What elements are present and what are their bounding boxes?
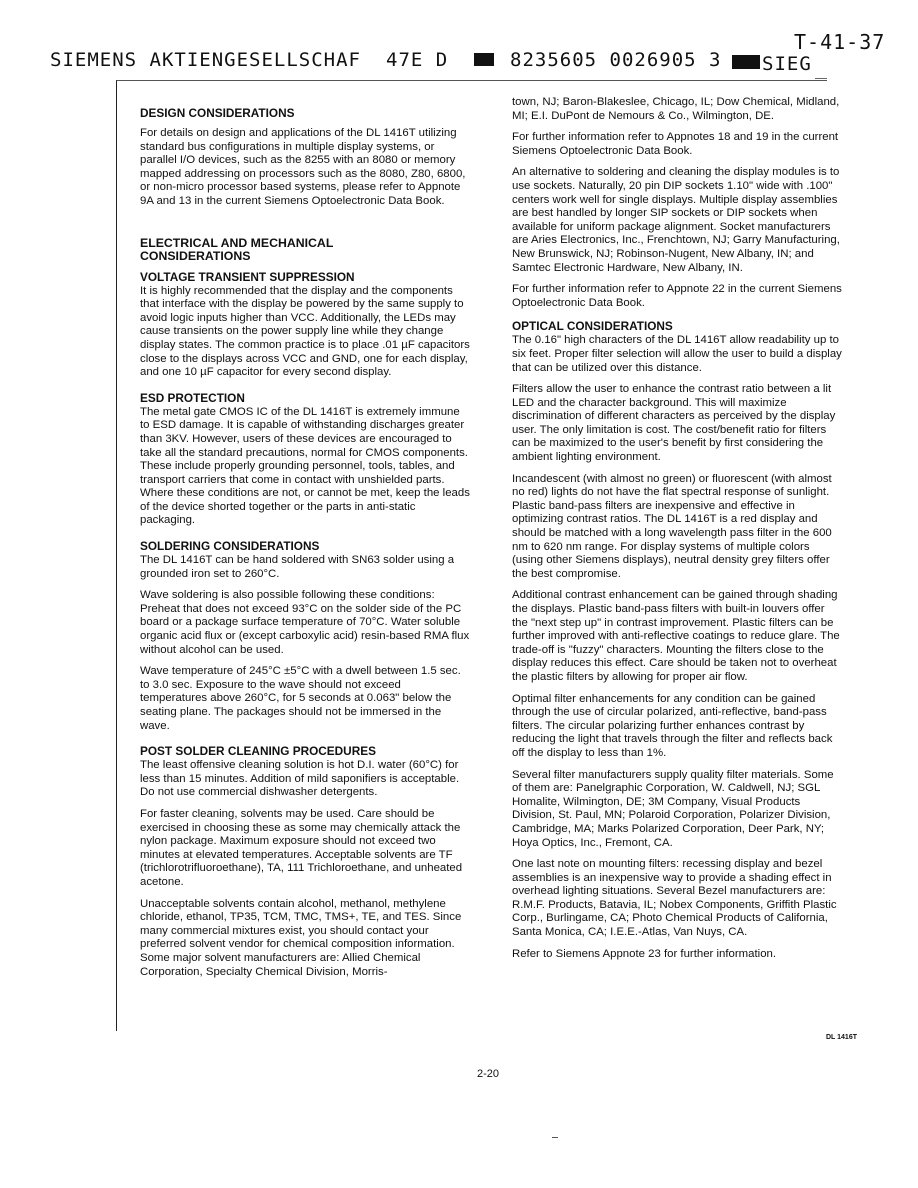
paragraph: Unacceptable solvents contain alcohol, methanol, methylene chloride, ethanol, TP35, TCM, TMC, TMS+, TE, and TES. Since many commercial mixtures exist, you should contact your preferred solvent vendor for chemical composition information. Some major solvent manufacturers are: Allied Chemical Corporation, Specialty Chemical Division, Morris- — [140, 897, 462, 978]
section-title: DESIGN CONSIDERATIONS — [140, 106, 295, 120]
header-right: SIEG — [762, 53, 812, 75]
paragraph: For details on design and applications of the DL 1416T utilizing standard bus configurations in multiple display systems, or parallel I/O devices, such as the 8255 with an 8080 or memory mapped addressing on processors such as the 8080, Z80, 6800, or non-micro processor based systems, please refer to Appnote 9A and 13 in the current Siemens Optoelectronic Data Book. — [140, 127, 466, 207]
paragraph: Incandescent (with almost no green) or fluorescent (with almost no red) lights do not have the flat spectral response of sunlight. Plastic band-pass filters are inexpensive and effective in optimizing contrast ratios. The DL 1416T is a red display and should be matched with a long wavelength pass filter in the 600 nm to 620 nm range. For display systems of multiple colors (using other Siemens displays), neutral density grey filters offer the best compromise. — [512, 472, 832, 580]
subsection-title: VOLTAGE TRANSIENT SUPPRESSION — [140, 269, 355, 284]
subsection-title: POST SOLDER CLEANING PROCEDURES — [140, 744, 376, 759]
paragraph: Wave soldering is also possible following these conditions: Preheat that does not exceed 93°C on the solder side of the PC board or a package surface temperature of 70°C. Water soluble organic acid flux or (except carboxylic acid) resin-based RMA flux without alcohol can be used. — [140, 589, 470, 656]
paragraph: For further information refer to Appnotes 18 and 19 in the current Siemens Optoelectronic Data Book. — [512, 131, 839, 157]
section-title-line: ELECTRICAL AND MECHANICAL — [140, 235, 334, 250]
header-company: SIEMENS AKTIENGESELLSCHAF — [50, 49, 361, 71]
doc-code-top-right: T-41-37 — [794, 30, 886, 54]
paragraph: One last note on mounting filters: recessing display and bezel assemblies is an inexpensive way to provide a shading effect in overhead lighting situations. Several Bezel manufacturers are: R.M.F. Products, Batavia, IL; Nobex Components, Griffith Plastic Corp., Burlingame, CA; Photo Chemical Products of California, Santa Monica, CA; I.E.E.-Atlas, Van Nuys, CA. — [512, 858, 837, 939]
paragraph: Additional contrast enhancement can be gained through shading the displays. Plastic band-pass filters with built-in louvers offer the "next step up" in contrast improvement. Plastic filters can be further improved with anti-reflective coatings to reduce glare. The trade-off is "fuzzy" characters. Mounting the filters close to the display reduces this effect. Care should be taken not to overheat the plastic filters by allowing for proper air flow. — [512, 589, 840, 683]
paragraph: Filters allow the user to enhance the contrast ratio between a lit LED and the character background. This will maximize discrimination of different characters as perceived by the display user. The only limitation is cost. The cost/benefit ratio for filters can be maximized to the user's benefit by first considering the ambient lighting environment. — [512, 383, 836, 464]
right-column — [512, 96, 842, 969]
header-code: 47E D — [386, 49, 449, 71]
paragraph: The DL 1416T can be hand soldered with SN63 solder using a grounded iron set to 260°C. — [140, 554, 455, 580]
subsection-title: ESD PROTECTION — [140, 390, 245, 405]
paragraph: Several filter manufacturers supply quality filter materials. Some of them are: Panelgraphic Corporation, W. Caldwell, NJ; SGL Homalite, Wilmington, DE; 3M Company, Visual Products Division, St. Paul, MN; Polaroid Corporation, Polarizer Division, Cambridge, MA; Marks Polarized Corporation, Deer Park, NY; Hoya Optics, Inc., Fremont, CA. — [512, 768, 834, 849]
paragraph: Refer to Siemens Appnote 23 for further information. — [512, 947, 777, 960]
paragraph: For further information refer to Appnote 22 in the current Siemens Optoelectronic Data Book. — [512, 283, 842, 309]
paragraph: It is highly recommended that the display and the components that interface with the display be powered by the same supply to avoid logic inputs higher than VCC. Additionally, the LEDs may cause transients on the power supply line while they change display states. The common practice is to place .01 µF capacitors close to the displays across VCC and GND, one for each display, and one 10 µF capacitor for every second display. — [140, 284, 470, 379]
header-numbers: 8235605 0026905 3 — [510, 49, 722, 71]
page-number: 2-20 — [477, 1068, 500, 1080]
paragraph: town, NJ; Baron-Blakeslee, Chicago, IL; Dow Chemical, Midland, MI; E.I. DuPont de Nemours & Co., Wilmington, DE. — [512, 96, 840, 122]
paragraph: For faster cleaning, solvents may be used. Care should be exercised in choosing these as some may chemically attack the nylon package. Maximum exposure should not exceed two minutes at elevated temperatures. Acceptable solvents are TF (trichlorotrifluoroethane), TA, 111 Trichloroethane, and unheated acetone. — [140, 807, 463, 888]
footer-dash — [552, 1137, 558, 1138]
footer-part-number: DL 1416T — [826, 1034, 857, 1041]
paragraph: Optimal filter enhancements for any condition can be gained through the use of circular polarized, anti-reflective, band-pass filters. The circular polarizing further enhances contrast by reducing the light that travels through the filter and reflects back off the display to less than 1%. — [512, 692, 833, 759]
header-block-mark-2 — [732, 55, 760, 69]
section-title-line: CONSIDERATIONS — [140, 249, 251, 264]
subsection-title: SOLDERING CONSIDERATIONS — [140, 539, 320, 554]
header-block-mark — [474, 53, 494, 66]
paragraph: Wave temperature of 245°C ±5°C with a dwell between 1.5 sec. to 3.0 sec. Exposure to the wave should not exceed temperatures above 260°C, for 5 seconds at 0.063" below the seating plane. The packages should not be immersed in the wave. — [140, 665, 461, 732]
header-dash — [815, 78, 827, 79]
paragraph: An alternative to soldering and cleaning the display modules is to use sockets. Naturally, 20 pin DIP sockets 1.10" wide with .100" centers work well for single displays. Multiple display assemblies are best handled by longer SIP sockets or DIP sockets when available for uniform package alignment. Socket manufacturers are Aries Electronics, Inc., Frenchtown, NJ; Garry Manufacturing, New Brunswick, NJ; Robinson-Nugent, New Albany, IN; and Samtec Electronic Hardware, New Albany, IN. — [512, 166, 840, 274]
paragraph: The least offensive cleaning solution is hot D.I. water (60°C) for less than 15 minutes. Addition of mild saponifiers is acceptable. Do not use commercial dishwasher detergents. — [140, 759, 460, 799]
left-column — [140, 107, 470, 987]
paragraph: The 0.16" high characters of the DL 1416T allow readability up to six feet. Proper filter selection will allow the user to build a display that can be utilized over this distance. — [512, 334, 842, 374]
section-title — [140, 237, 470, 264]
paragraph: The metal gate CMOS IC of the DL 1416T is extremely immune to ESD damage. It is capable of withstanding discharges greater than 3KV. However, users of these devices are encouraged to take all the standard precautions, normal for CMOS components. These include properly grounding personnel, tools, tables, and transport carriers that come in contact with unshielded parts. Where these conditions are not, or cannot be met, keep the leads of the device shorted together or the parts in anti-static packaging. — [140, 405, 470, 527]
subsection-title: OPTICAL CONSIDERATIONS — [512, 319, 673, 334]
